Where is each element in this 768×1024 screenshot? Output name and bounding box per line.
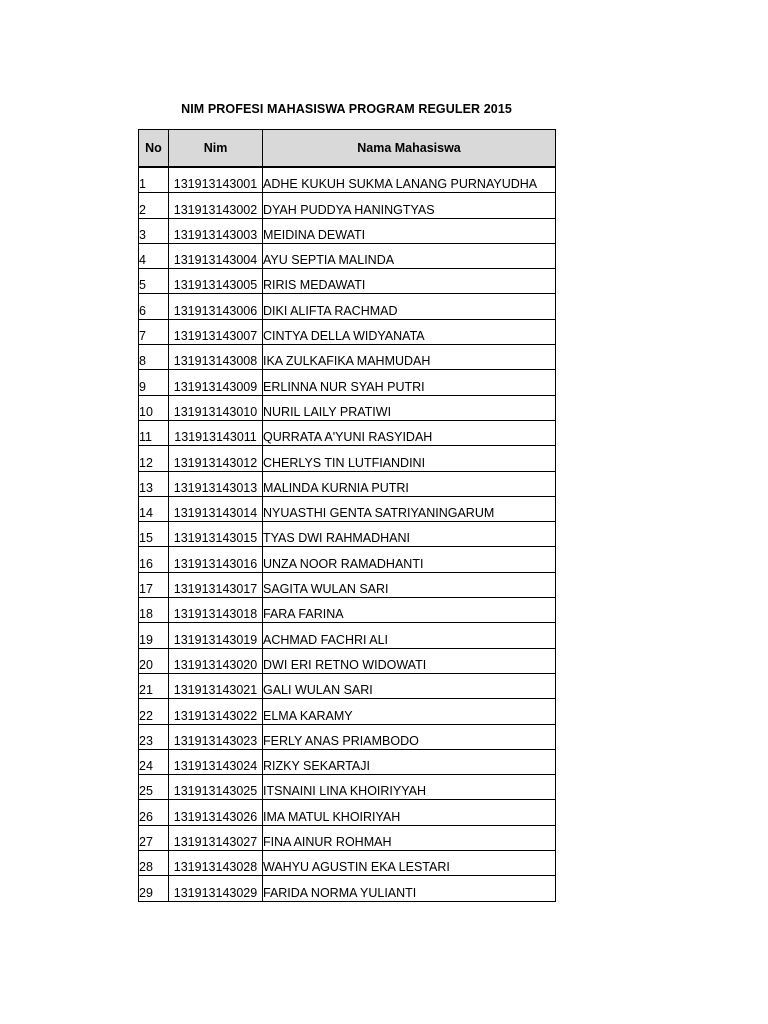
nim-cell: 131913143010: [169, 395, 263, 420]
student-name-cell: NURIL LAILY PRATIWI: [263, 395, 556, 420]
table-row: [139, 800, 556, 825]
nim-cell: 131913143025: [169, 775, 263, 800]
nim-cell: 131913143015: [169, 522, 263, 547]
table-row: [139, 167, 556, 193]
row-number-cell: 7: [139, 319, 169, 344]
row-number-cell: 14: [139, 496, 169, 521]
student-name-cell: WAHYU AGUSTIN EKA LESTARI: [263, 851, 556, 876]
nim-cell: 131913143014: [169, 496, 263, 521]
nim-cell: 131913143017: [169, 572, 263, 597]
row-number-cell: 18: [139, 598, 169, 623]
student-name-cell: GALI WULAN SARI: [263, 673, 556, 698]
row-number-cell: 9: [139, 370, 169, 395]
nim-cell: 131913143028: [169, 851, 263, 876]
student-name-cell: MALINDA KURNIA PUTRI: [263, 471, 556, 496]
row-number-cell: 12: [139, 446, 169, 471]
column-header-no: No: [139, 130, 169, 168]
nim-cell: 131913143008: [169, 345, 263, 370]
table-row: [139, 446, 556, 471]
nim-cell: 131913143021: [169, 673, 263, 698]
table-row: [139, 420, 556, 445]
student-name-cell: CHERLYS TIN LUTFIANDINI: [263, 446, 556, 471]
table-row: [139, 547, 556, 572]
nim-cell: 131913143018: [169, 598, 263, 623]
student-name-cell: ERLINNA NUR SYAH PUTRI: [263, 370, 556, 395]
nim-cell: 131913143020: [169, 648, 263, 673]
student-name-cell: DYAH PUDDYA HANINGTYAS: [263, 193, 556, 218]
student-name-cell: FARA FARINA: [263, 598, 556, 623]
student-nim-table: [138, 129, 556, 902]
row-number-cell: 20: [139, 648, 169, 673]
table-row: [139, 572, 556, 597]
table-row: [139, 648, 556, 673]
row-number-cell: 11: [139, 420, 169, 445]
row-number-cell: 28: [139, 851, 169, 876]
table-row: [139, 699, 556, 724]
row-number-cell: 23: [139, 724, 169, 749]
student-name-cell: DIKI ALIFTA RACHMAD: [263, 294, 556, 319]
student-name-cell: RIRIS MEDAWATI: [263, 269, 556, 294]
nim-cell: 131913143027: [169, 825, 263, 850]
row-number-cell: 22: [139, 699, 169, 724]
nim-cell: 131913143005: [169, 269, 263, 294]
table-header-row: [139, 130, 556, 168]
row-number-cell: 2: [139, 193, 169, 218]
row-number-cell: 27: [139, 825, 169, 850]
nim-cell: 131913143024: [169, 749, 263, 774]
table-body: [139, 167, 556, 901]
table-row: [139, 825, 556, 850]
row-number-cell: 26: [139, 800, 169, 825]
table-row: [139, 851, 556, 876]
table-row: [139, 471, 556, 496]
nim-cell: 131913143023: [169, 724, 263, 749]
student-name-cell: MEIDINA DEWATI: [263, 218, 556, 243]
row-number-cell: 19: [139, 623, 169, 648]
student-name-cell: ADHE KUKUH SUKMA LANANG PURNAYUDHA: [263, 167, 556, 193]
nim-cell: 131913143006: [169, 294, 263, 319]
nim-cell: 131913143019: [169, 623, 263, 648]
table-row: [139, 496, 556, 521]
student-name-cell: NYUASTHI GENTA SATRIYANINGARUM: [263, 496, 556, 521]
column-header-nim: Nim: [169, 130, 263, 168]
table-row: [139, 319, 556, 344]
student-name-cell: QURRATA A'YUNI RASYIDAH: [263, 420, 556, 445]
table-row: [139, 370, 556, 395]
row-number-cell: 10: [139, 395, 169, 420]
student-name-cell: FARIDA NORMA YULIANTI: [263, 876, 556, 901]
nim-cell: 131913143003: [169, 218, 263, 243]
nim-cell: 131913143011: [169, 420, 263, 445]
row-number-cell: 15: [139, 522, 169, 547]
table-row: [139, 218, 556, 243]
student-name-cell: SAGITA WULAN SARI: [263, 572, 556, 597]
nim-cell: 131913143002: [169, 193, 263, 218]
nim-cell: 131913143007: [169, 319, 263, 344]
student-name-cell: RIZKY SEKARTAJI: [263, 749, 556, 774]
nim-cell: 131913143013: [169, 471, 263, 496]
row-number-cell: 25: [139, 775, 169, 800]
table-row: [139, 598, 556, 623]
student-name-cell: CINTYA DELLA WIDYANATA: [263, 319, 556, 344]
student-name-cell: ITSNAINI LINA KHOIRIYYAH: [263, 775, 556, 800]
student-name-cell: UNZA NOOR RAMADHANTI: [263, 547, 556, 572]
table-row: [139, 345, 556, 370]
table-row: [139, 522, 556, 547]
row-number-cell: 16: [139, 547, 169, 572]
nim-cell: 131913143001: [169, 167, 263, 193]
nim-cell: 131913143004: [169, 243, 263, 268]
nim-cell: 131913143026: [169, 800, 263, 825]
row-number-cell: 29: [139, 876, 169, 901]
student-name-cell: AYU SEPTIA MALINDA: [263, 243, 556, 268]
student-name-cell: FERLY ANAS PRIAMBODO: [263, 724, 556, 749]
student-name-cell: IMA MATUL KHOIRIYAH: [263, 800, 556, 825]
row-number-cell: 24: [139, 749, 169, 774]
column-header-name: Nama Mahasiswa: [263, 130, 556, 168]
row-number-cell: 8: [139, 345, 169, 370]
table-row: [139, 623, 556, 648]
nim-cell: 131913143029: [169, 876, 263, 901]
nim-cell: 131913143009: [169, 370, 263, 395]
table-row: [139, 193, 556, 218]
table-row: [139, 749, 556, 774]
table-row: [139, 775, 556, 800]
table-row: [139, 673, 556, 698]
row-number-cell: 5: [139, 269, 169, 294]
row-number-cell: 13: [139, 471, 169, 496]
student-name-cell: TYAS DWI RAHMADHANI: [263, 522, 556, 547]
document-title: NIM PROFESI MAHASISWA PROGRAM REGULER 2015: [181, 102, 512, 116]
row-number-cell: 6: [139, 294, 169, 319]
row-number-cell: 3: [139, 218, 169, 243]
nim-cell: 131913143016: [169, 547, 263, 572]
table-row: [139, 395, 556, 420]
table-row: [139, 243, 556, 268]
student-name-cell: IKA ZULKAFIKA MAHMUDAH: [263, 345, 556, 370]
table-row: [139, 724, 556, 749]
nim-cell: 131913143022: [169, 699, 263, 724]
table-row: [139, 269, 556, 294]
student-name-cell: FINA AINUR ROHMAH: [263, 825, 556, 850]
row-number-cell: 4: [139, 243, 169, 268]
row-number-cell: 21: [139, 673, 169, 698]
row-number-cell: 1: [139, 167, 169, 193]
student-name-cell: ACHMAD FACHRI ALI: [263, 623, 556, 648]
row-number-cell: 17: [139, 572, 169, 597]
student-name-cell: ELMA KARAMY: [263, 699, 556, 724]
nim-cell: 131913143012: [169, 446, 263, 471]
table-row: [139, 294, 556, 319]
student-name-cell: DWI ERI RETNO WIDOWATI: [263, 648, 556, 673]
table-row: [139, 876, 556, 901]
